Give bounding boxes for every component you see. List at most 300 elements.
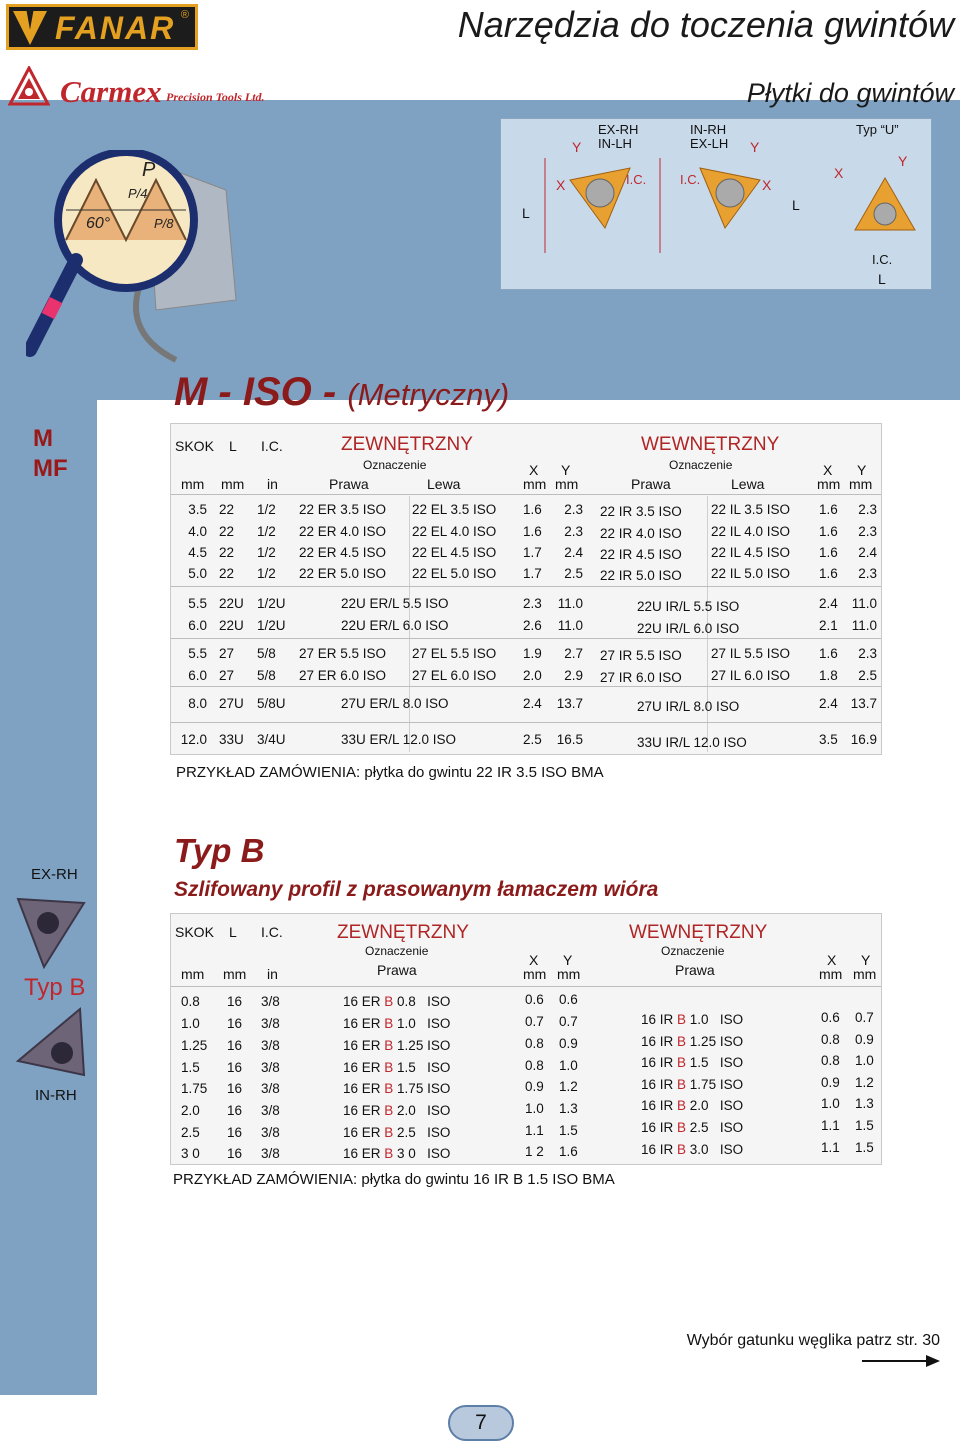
designation-suffix: 2.0 ISO — [686, 1098, 744, 1113]
group-divider — [171, 638, 881, 639]
cell-ext-right: 22 ER 3.5 ISO — [299, 502, 387, 517]
designation-type-b: B — [384, 1081, 394, 1096]
cell-skok: 4.0 — [188, 524, 207, 539]
cell-skok: 5.5 — [188, 596, 207, 611]
group-divider — [171, 722, 881, 723]
designation-suffix: 1.25 ISO — [393, 1038, 451, 1053]
cell-int-y: 1.3 — [855, 1096, 874, 1111]
cell-ext-y: 0.9 — [559, 1036, 578, 1051]
cell-l: 16 — [227, 1081, 243, 1096]
int-designation-header: Oznaczenie — [661, 944, 725, 958]
cell-ext-y: 16.5 — [556, 732, 583, 747]
carbide-grade-note: Wybór gatunku węglika patrz str. 30 — [686, 1332, 940, 1349]
cell-ext-y: 1.3 — [559, 1101, 578, 1116]
col-skok-header: SKOK — [175, 438, 214, 454]
int-y-header: Y — [857, 462, 867, 478]
designation-type-b: B — [384, 1038, 394, 1053]
cell-int-y: 1.0 — [855, 1053, 874, 1068]
cell-ext-x: 0.9 — [525, 1079, 544, 1094]
cell-l: 27 — [219, 646, 235, 661]
cell-ext-y: 1.2 — [559, 1079, 578, 1094]
cell-int-x: 2.4 — [819, 696, 838, 711]
ic-unit: in — [267, 476, 278, 492]
cell-int-y: 0.7 — [855, 1010, 874, 1025]
page-subtitle: Płytki do gwintów — [746, 78, 954, 108]
cell-l: 16 — [227, 994, 243, 1009]
cell-ext-x: 2.4 — [523, 696, 542, 711]
cell-l: 16 — [227, 1038, 243, 1053]
designation-type-b: B — [384, 1125, 394, 1140]
designation-prefix: 16 ER — [343, 1060, 385, 1075]
cell-int-y: 1.5 — [855, 1118, 874, 1133]
designation-type-b: B — [384, 994, 394, 1009]
angle-60-label: 60° — [86, 215, 111, 232]
cell-ext-designation: 27U ER/L 8.0 ISO — [341, 696, 449, 711]
cell-l: 27U — [219, 696, 244, 711]
metric-iso-table — [170, 423, 882, 755]
exrh-label: EX-RH — [598, 122, 639, 137]
cell-ic: 3/4U — [257, 732, 286, 747]
cell-int-right: 22 IR 3.5 ISO — [600, 504, 682, 519]
cell-ic: 3/8 — [261, 1016, 280, 1031]
cell-ic: 3/8 — [261, 1038, 280, 1053]
cell-ext-x: 0.6 — [525, 992, 544, 1007]
cell-int-left: 22 IL 5.0 ISO — [711, 566, 791, 581]
cell-ext-y: 2.7 — [564, 646, 583, 661]
cell-l: 16 — [227, 1125, 243, 1140]
designation-type-b: B — [677, 1055, 687, 1070]
pitch-p8-label: P/8 — [154, 216, 174, 231]
designation-suffix: 2.0 ISO — [393, 1103, 451, 1118]
cell-int-left: 22 IL 3.5 ISO — [711, 502, 791, 517]
cell-l: 16 — [227, 1146, 243, 1161]
cell-ext-y: 11.0 — [557, 618, 583, 633]
cell-int-y: 16.9 — [850, 732, 877, 747]
cell-int-designation: 22U IR/L 6.0 ISO — [637, 621, 740, 636]
page-number: 7 — [448, 1405, 514, 1441]
cell-ic: 3/8 — [261, 1060, 280, 1075]
cell-skok: 6.0 — [188, 668, 207, 683]
cell-int-y: 2.3 — [858, 524, 877, 539]
cell-int-x: 0.8 — [821, 1032, 840, 1047]
cell-ic: 3/8 — [261, 1146, 280, 1161]
ext-designation-header: Oznaczenie — [363, 458, 427, 472]
cell-int-designation — [641, 1098, 743, 1114]
side-label-inrh: IN-RH — [35, 1087, 77, 1104]
registered-mark: ® — [180, 9, 189, 21]
internal-header: WEWNĘTRZNY — [641, 434, 780, 455]
designation-suffix: 1.5 ISO — [393, 1060, 451, 1075]
designation-suffix: 1.25 ISO — [686, 1034, 744, 1049]
cell-ext-designation — [343, 1125, 450, 1141]
cell-ext-left: 22 EL 4.0 ISO — [412, 524, 497, 539]
cell-ext-y: 2.3 — [564, 502, 583, 517]
cell-ext-right: 27 ER 6.0 ISO — [299, 668, 387, 683]
internal-header: WEWNĘTRZNY — [629, 922, 768, 943]
col-skok-header: SKOK — [175, 924, 214, 940]
cell-ext-right: 22 ER 4.5 ISO — [299, 545, 387, 560]
cell-int-y: 2.5 — [858, 668, 877, 683]
cell-int-y: 13.7 — [850, 696, 877, 711]
cell-ext-designation — [343, 1103, 450, 1119]
designation-suffix: 1.0 ISO — [686, 1012, 744, 1027]
cell-int-x: 1.6 — [819, 646, 838, 661]
designation-prefix: 16 ER — [343, 1125, 385, 1140]
cell-ic: 5/8U — [257, 696, 286, 711]
cell-ic: 1/2 — [257, 545, 276, 560]
designation-prefix: 16 ER — [343, 1016, 385, 1031]
page-title: Narzędzia do toczenia gwintów — [457, 4, 954, 45]
cell-skok: 2.0 — [181, 1103, 200, 1118]
section-typ-b-subtitle: Szlifowany profil z prasowanym łamaczem wióra — [174, 878, 659, 901]
cell-int-y: 11.0 — [851, 618, 877, 633]
cell-ext-designation — [343, 1038, 450, 1054]
cell-ic: 5/8 — [257, 646, 276, 661]
cell-skok: 5.0 — [188, 566, 207, 581]
cell-ext-y: 2.9 — [564, 668, 583, 683]
cell-l: 16 — [227, 1016, 243, 1031]
cell-ic: 3/8 — [261, 994, 280, 1009]
cell-ext-y: 2.5 — [564, 566, 583, 581]
group-divider — [171, 686, 881, 687]
ext-y-unit: mm — [557, 966, 581, 982]
cell-int-x: 0.8 — [821, 1053, 840, 1068]
cell-int-right: 22 IR 4.5 ISO — [600, 547, 682, 562]
order-example-typ-b: PRZYKŁAD ZAMÓWIENIA: płytka do gwintu 16 IR B 1.5 ISO BMA — [173, 1171, 615, 1188]
cell-ext-designation: 33U ER/L 12.0 ISO — [341, 732, 457, 747]
cell-ic: 1/2U — [257, 618, 286, 633]
section-metric-title-paren: (Metryczny) — [347, 377, 510, 412]
cell-int-designation — [641, 1077, 743, 1093]
cell-ext-y: 11.0 — [557, 596, 583, 611]
cell-int-x: 1.1 — [821, 1140, 840, 1155]
fanar-logo — [6, 4, 198, 50]
svg-text:X: X — [556, 177, 566, 193]
designation-type-b: B — [677, 1034, 687, 1049]
designation-prefix: 16 ER — [343, 994, 385, 1009]
header-underline — [171, 470, 881, 471]
int-right-header: Prawa — [675, 962, 715, 978]
cell-l: 22 — [219, 545, 235, 560]
svg-text:X: X — [762, 177, 772, 193]
cell-ext-x: 2.5 — [523, 732, 542, 747]
svg-text:Y: Y — [572, 139, 582, 155]
order-example-metric: PRZYKŁAD ZAMÓWIENIA: płytka do gwintu 22 IR 3.5 ISO BMA — [176, 764, 604, 781]
svg-text:X: X — [834, 165, 844, 181]
cell-ic: 5/8 — [257, 668, 276, 683]
cell-int-y: 11.0 — [851, 596, 877, 611]
pitch-p-label: P — [142, 159, 156, 181]
col-l-header: L — [229, 438, 237, 454]
designation-type-b: B — [384, 1060, 394, 1075]
cell-int-y: 2.4 — [858, 545, 877, 560]
insert-geometry-diagram — [500, 118, 932, 290]
cell-ext-y: 1.5 — [559, 1123, 578, 1138]
cell-ic: 3/8 — [261, 1103, 280, 1118]
cell-l: 27 — [219, 668, 235, 683]
cell-ext-y: 1.0 — [559, 1058, 578, 1073]
int-x-unit: mm — [819, 966, 843, 982]
arrow-right-icon — [862, 1354, 940, 1368]
designation-suffix: 1.0 ISO — [393, 1016, 451, 1031]
cell-int-designation — [641, 1120, 743, 1136]
cell-int-right: 22 IR 5.0 ISO — [600, 568, 682, 583]
ext-designation-header: Oznaczenie — [365, 944, 429, 958]
cell-ic: 3/8 — [261, 1125, 280, 1140]
header-divider — [171, 494, 881, 495]
cell-ext-left: 22 EL 3.5 ISO — [412, 502, 497, 517]
cell-int-x: 2.4 — [819, 596, 838, 611]
cell-ext-designation — [343, 1016, 450, 1032]
int-y-unit: mm — [853, 966, 877, 982]
int-left-header: Lewa — [731, 476, 765, 492]
designation-prefix: 16 IR — [641, 1077, 678, 1092]
int-right-header: Prawa — [631, 476, 671, 492]
l-unit: mm — [223, 966, 247, 982]
designation-type-b: B — [677, 1120, 687, 1135]
header-divider — [171, 986, 881, 987]
svg-text:L: L — [878, 271, 886, 287]
cell-ext-x: 0.7 — [525, 1014, 544, 1029]
cell-int-x: 1.6 — [819, 545, 838, 560]
designation-suffix: 3 0 ISO — [393, 1146, 451, 1161]
svg-text:I.C.: I.C. — [626, 172, 647, 187]
cell-l: 22U — [219, 618, 244, 633]
cell-ext-right: 22 ER 5.0 ISO — [299, 566, 387, 581]
cell-skok: 2.5 — [181, 1125, 200, 1140]
cell-ext-x: 2.3 — [523, 596, 542, 611]
cell-skok: 1.25 — [181, 1038, 208, 1053]
cell-ext-designation — [343, 1146, 450, 1162]
cell-int-y: 2.3 — [858, 502, 877, 517]
cell-int-designation — [641, 1012, 743, 1028]
ic-unit: in — [267, 966, 278, 982]
designation-type-b: B — [677, 1077, 687, 1092]
side-label-mf: MF — [33, 455, 68, 482]
cell-int-y: 1.2 — [855, 1075, 874, 1090]
designation-suffix: 1.5 ISO — [686, 1055, 744, 1070]
designation-suffix: 2.5 ISO — [393, 1125, 451, 1140]
cell-skok: 12.0 — [180, 732, 207, 747]
designation-prefix: 16 IR — [641, 1034, 678, 1049]
cell-ext-x: 1.7 — [523, 545, 542, 560]
designation-prefix: 16 ER — [343, 1146, 385, 1161]
external-header: ZEWNĘTRZNY — [337, 922, 469, 943]
carmex-logo-text: Carmex — [60, 74, 162, 109]
cell-ext-left: 22 EL 5.0 ISO — [412, 566, 497, 581]
cell-int-x: 3.5 — [819, 732, 838, 747]
fanar-chevron-icon — [13, 11, 47, 45]
ext-right-header: Prawa — [377, 962, 417, 978]
cell-ic: 1/2 — [257, 524, 276, 539]
ext-left-header: Lewa — [427, 476, 461, 492]
cell-ext-right: 27 ER 5.5 ISO — [299, 646, 387, 661]
side-label-m: M — [33, 425, 53, 452]
cell-skok: 3 0 — [181, 1146, 200, 1161]
cell-ext-y: 13.7 — [556, 696, 583, 711]
designation-type-b: B — [384, 1103, 394, 1118]
int-x-unit: mm — [817, 476, 841, 492]
section-metric-title — [174, 370, 509, 415]
cell-int-x: 2.1 — [819, 618, 838, 633]
cell-int-y: 2.3 — [858, 566, 877, 581]
svg-text:L: L — [792, 197, 800, 213]
cell-ext-designation — [343, 1081, 450, 1097]
cell-ext-left: 27 EL 6.0 ISO — [412, 668, 497, 683]
cell-int-x: 1.6 — [819, 502, 838, 517]
cell-ext-x: 2.0 — [523, 668, 542, 683]
cell-ext-x: 1 2 — [525, 1144, 544, 1159]
cell-int-left: 22 IL 4.0 ISO — [711, 524, 791, 539]
cell-ext-x: 1.7 — [523, 566, 542, 581]
l-unit: mm — [221, 476, 245, 492]
cell-int-left: 22 IL 4.5 ISO — [711, 545, 791, 560]
skok-unit: mm — [181, 966, 205, 982]
cell-int-y: 2.3 — [858, 646, 877, 661]
cell-int-designation: 27U IR/L 8.0 ISO — [637, 699, 740, 714]
cell-l: 22 — [219, 524, 235, 539]
ext-x-header: X — [529, 462, 539, 478]
svg-text:L: L — [522, 205, 530, 221]
svg-text:Y: Y — [898, 153, 908, 169]
cell-ext-x: 1.6 — [523, 502, 542, 517]
cell-int-designation: 22U IR/L 5.5 ISO — [637, 599, 740, 614]
cell-l: 22 — [219, 502, 235, 517]
cell-skok: 1.75 — [181, 1081, 208, 1096]
designation-prefix: 16 IR — [641, 1055, 678, 1070]
designation-suffix: 3.0 ISO — [686, 1142, 744, 1157]
cell-ic: 1/2 — [257, 502, 276, 517]
cell-l: 22U — [219, 596, 244, 611]
designation-prefix: 16 ER — [343, 1081, 385, 1096]
cell-ext-y: 2.4 — [564, 545, 583, 560]
designation-prefix: 16 IR — [641, 1120, 678, 1135]
section-typ-b-title: Typ B — [174, 832, 265, 869]
cell-ext-x: 1.1 — [525, 1123, 544, 1138]
designation-type-b: B — [384, 1016, 394, 1031]
svg-text:I.C.: I.C. — [680, 172, 701, 187]
cell-ic: 1/2U — [257, 596, 286, 611]
thread-profile-diagram — [26, 150, 246, 380]
designation-type-b: B — [677, 1098, 687, 1113]
cell-ext-designation: 22U ER/L 5.5 ISO — [341, 596, 449, 611]
col-ic-header: I.C. — [261, 924, 283, 940]
ext-right-header: Prawa — [329, 476, 369, 492]
side-label-exrh: EX-RH — [31, 866, 78, 883]
cell-ext-y: 0.7 — [559, 1014, 578, 1029]
designation-prefix: 16 ER — [343, 1103, 385, 1118]
svg-text:I.C.: I.C. — [872, 252, 893, 267]
cell-int-right: 22 IR 4.0 ISO — [600, 526, 682, 541]
cell-l: 16 — [227, 1103, 243, 1118]
int-y-unit: mm — [849, 476, 873, 492]
cell-skok: 6.0 — [188, 618, 207, 633]
cell-int-right: 27 IR 5.5 ISO — [600, 648, 682, 663]
cell-l: 22 — [219, 566, 235, 581]
cell-int-designation: 33U IR/L 12.0 ISO — [637, 735, 747, 750]
cell-int-x: 1.0 — [821, 1096, 840, 1111]
int-x-header: X — [827, 952, 837, 968]
side-label-typ-b: Typ B — [24, 974, 86, 1001]
carmex-tagline: Precision Tools Ltd. — [166, 90, 265, 104]
cell-int-right: 27 IR 6.0 ISO — [600, 670, 682, 685]
cell-int-x: 1.6 — [819, 524, 838, 539]
ext-x-unit: mm — [523, 966, 547, 982]
designation-prefix: 16 IR — [641, 1142, 678, 1157]
cell-skok: 4.5 — [188, 545, 207, 560]
designation-prefix: 16 IR — [641, 1012, 678, 1027]
designation-suffix: 1.75 ISO — [393, 1081, 451, 1096]
designation-type-b: B — [677, 1012, 687, 1027]
int-x-header: X — [823, 462, 833, 478]
ext-x-unit: mm — [523, 476, 547, 492]
fanar-wordmark: FANAR — [55, 10, 176, 46]
cell-int-x: 1.6 — [819, 566, 838, 581]
cell-skok: 5.5 — [188, 646, 207, 661]
designation-type-b: B — [384, 1146, 394, 1161]
insert-exrh-image — [8, 893, 88, 973]
cell-ext-x: 2.6 — [523, 618, 542, 633]
int-designation-header: Oznaczenie — [669, 458, 733, 472]
carmex-triangle-icon — [8, 66, 50, 108]
cell-ext-y: 1.6 — [559, 1144, 578, 1159]
designation-suffix: 0.8 ISO — [393, 994, 451, 1009]
designation-suffix: 2.5 ISO — [686, 1120, 744, 1135]
typ-u-label: Typ “U” — [856, 122, 899, 137]
ext-y-header: Y — [561, 462, 571, 478]
cell-int-left: 27 IL 5.5 ISO — [711, 646, 791, 661]
int-y-header: Y — [861, 952, 871, 968]
cell-ic: 3/8 — [261, 1081, 280, 1096]
cell-ext-left: 27 EL 5.5 ISO — [412, 646, 497, 661]
ext-x-header: X — [529, 952, 539, 968]
ext-y-unit: mm — [555, 476, 579, 492]
section-metric-title-main: M - ISO - — [174, 370, 348, 414]
external-header: ZEWNĘTRZNY — [341, 434, 473, 455]
pitch-p4-label: P/4 — [128, 186, 148, 201]
cell-ext-designation: 22U ER/L 6.0 ISO — [341, 618, 449, 633]
cell-l: 33U — [219, 732, 244, 747]
cell-int-designation — [641, 1034, 743, 1050]
cell-ext-x: 0.8 — [525, 1058, 544, 1073]
cell-int-x: 0.6 — [821, 1010, 840, 1025]
cell-l: 16 — [227, 1060, 243, 1075]
cell-ext-x: 1.6 — [523, 524, 542, 539]
cell-int-left: 27 IL 6.0 ISO — [711, 668, 791, 683]
designation-type-b: B — [677, 1142, 687, 1157]
side-label-m-mf — [33, 424, 68, 484]
insert-inrh-image — [10, 1005, 90, 1085]
cell-skok: 8.0 — [188, 696, 207, 711]
svg-text:Y: Y — [750, 139, 760, 155]
inlh-label: IN-LH — [598, 136, 632, 151]
cell-ext-designation — [343, 1060, 450, 1076]
cell-skok: 3.5 — [188, 502, 207, 517]
cell-int-designation — [641, 1055, 743, 1071]
inrh-label: IN-RH — [690, 122, 727, 137]
cell-int-x: 1.1 — [821, 1118, 840, 1133]
cell-int-y: 1.5 — [855, 1140, 874, 1155]
cell-int-x: 0.9 — [821, 1075, 840, 1090]
ext-y-header: Y — [563, 952, 573, 968]
designation-prefix: 16 IR — [641, 1098, 678, 1113]
cell-ext-x: 1.0 — [525, 1101, 544, 1116]
cell-int-designation — [641, 1142, 743, 1158]
skok-unit: mm — [181, 476, 205, 492]
designation-suffix: 1.75 ISO — [686, 1077, 744, 1092]
designation-prefix: 16 ER — [343, 1038, 385, 1053]
exlh-label: EX-LH — [690, 136, 729, 151]
